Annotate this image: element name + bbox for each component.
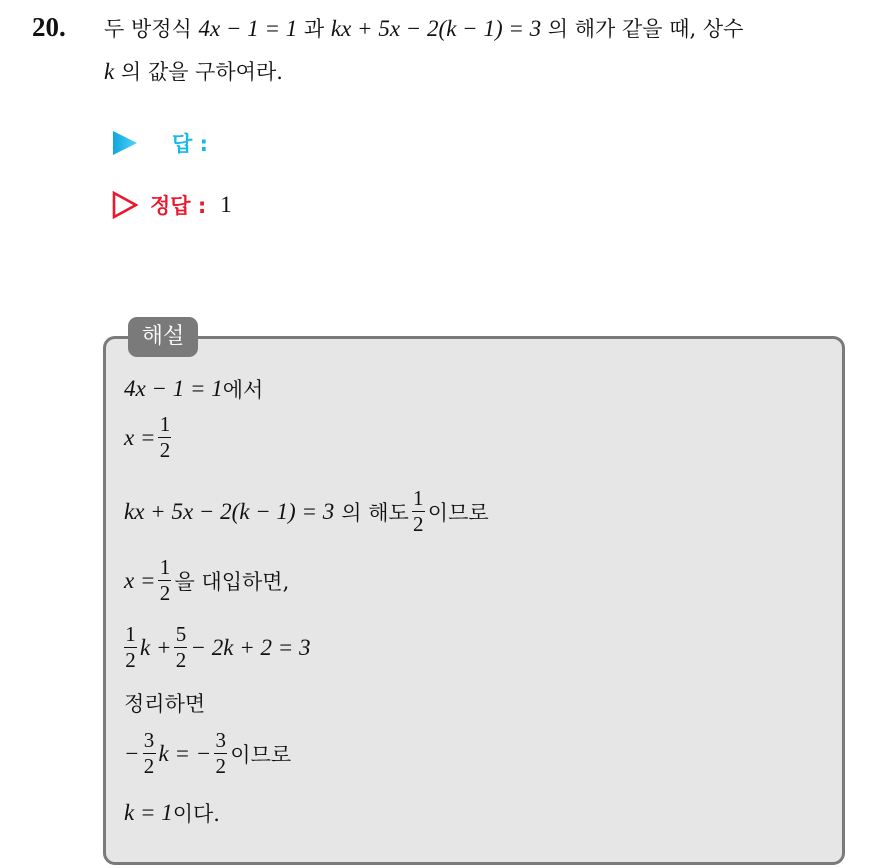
question-text: 의 해가 같을 때, 상수 — [541, 17, 744, 41]
answer-row — [112, 128, 208, 158]
solution-line-7: − $\frac{3}{2}$ k = − $\frac{3}{2}$ 이므로 — [124, 728, 292, 778]
solution-line-4: x = $\frac{1}{2}$ 을 대입하면, — [124, 555, 290, 605]
fraction: $\frac{3}{2}$ — [143, 728, 155, 778]
question-line-2 — [104, 58, 283, 86]
fraction: $\frac{1}{2}$ — [125, 622, 136, 672]
question-text: 과 — [297, 17, 331, 41]
fraction: $\frac{1}{2}$ — [159, 555, 171, 605]
correct-answer-value: 1 — [220, 192, 232, 217]
correct-answer-row — [112, 190, 232, 220]
fraction: $\frac{3}{2}$ — [215, 728, 227, 778]
fraction: $\frac{1}{2}$ — [159, 412, 171, 462]
solution-line-8: k = 1 이다. — [124, 800, 220, 826]
question-text: 두 방정식 — [104, 17, 199, 41]
solution-tab: 해설 — [128, 317, 198, 357]
solution-line-5: $\frac{1}{2}$ k + $\frac{5}{2}$ − 2k + 2 = 3 — [125, 622, 311, 672]
solution-line-1: 4x − 1 = 1 에서 — [124, 376, 264, 402]
solution-line-3: kx + 5x − 2(k − 1) = 3 의 해도 $\frac{1}{2}$ 이므로 — [124, 486, 489, 536]
outline-triangle-icon — [112, 191, 138, 219]
question-number: 20. — [32, 12, 66, 42]
question-line-1 — [104, 15, 743, 43]
filled-triangle-icon — [112, 130, 138, 156]
variable-k: k — [104, 59, 115, 84]
solution-line-6: 정리하면 — [124, 692, 206, 716]
solution-line-2: x = $\frac{1}{2}$ — [124, 412, 171, 462]
fraction: $\frac{5}{2}$ — [175, 622, 187, 672]
answer-label: 답 : — [172, 132, 208, 156]
correct-answer-label: 정답 : — [150, 194, 207, 218]
fraction: $\frac{1}{2}$ — [413, 486, 424, 536]
equation-2: kx + 5x − 2(k − 1) = 3 — [330, 16, 542, 41]
question-text: 의 값을 구하여라. — [114, 60, 283, 84]
equation-1: 4x − 1 = 1 — [198, 16, 298, 41]
